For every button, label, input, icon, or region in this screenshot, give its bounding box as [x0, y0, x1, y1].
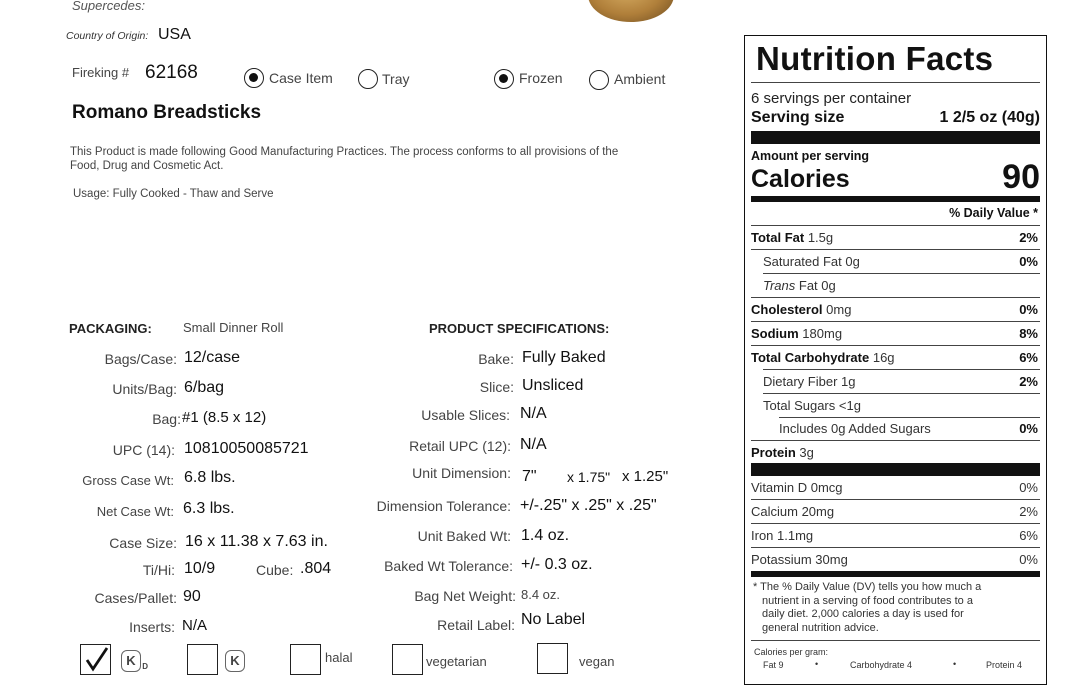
- gross-case-weight-value: 6.8 lbs.: [184, 469, 236, 486]
- bag-net-weight-value: 8.4 oz.: [521, 587, 561, 602]
- cholesterol-row: [751, 302, 1040, 317]
- thick-divider: [751, 463, 1040, 476]
- vegan-label: vegan: [579, 654, 615, 669]
- saturated-fat-amount: 0g: [845, 254, 860, 269]
- calories-label: Calories: [751, 165, 850, 193]
- unit-dimension-height: x 1.25": [622, 468, 669, 485]
- net-case-weight-value: 6.3 lbs.: [183, 500, 235, 517]
- packaging-subtitle: Small Dinner Roll: [183, 320, 284, 335]
- retail-upc-value: N/A: [520, 436, 547, 453]
- country-value: USA: [158, 26, 191, 43]
- packaging-title: PACKAGING:: [69, 321, 152, 336]
- serving-size-value: 1 2/5 oz (40g): [939, 109, 1040, 126]
- protein-name: Protein: [751, 445, 796, 460]
- check-icon: [81, 645, 111, 675]
- bullet-separator: •: [815, 659, 819, 669]
- kosher-dairy-mark: K: [126, 653, 136, 668]
- baked-weight-tolerance-label: Baked Wt Tolerance:: [384, 558, 513, 574]
- thick-divider: [751, 131, 1040, 144]
- ambient-label: Ambient: [614, 71, 666, 87]
- saturated-fat-dv: 0%: [1019, 254, 1038, 269]
- cholesterol-name: Cholesterol: [751, 302, 823, 317]
- retail-label-label: Retail Label:: [437, 617, 515, 633]
- divider: [751, 523, 1040, 524]
- divider: [751, 345, 1040, 346]
- slice-label: Slice:: [479, 379, 514, 395]
- bags-per-case-label: Bags/Case:: [104, 351, 177, 367]
- trans-fat-amount: Fat 0g: [798, 278, 836, 293]
- saturated-fat-name: Saturated Fat: [763, 254, 842, 269]
- kosher-dairy-sub: D: [142, 662, 148, 671]
- iron-dv: 6%: [1019, 528, 1038, 543]
- fat-per-gram: Fat 9: [763, 660, 784, 670]
- dietary-fiber-row: [763, 374, 1040, 389]
- supercedes-label: Supercedes:: [72, 0, 145, 13]
- nutrition-facts-panel: [744, 35, 1047, 685]
- vegetarian-label: vegetarian: [426, 654, 487, 669]
- potassium-name: Potassium 30mg: [751, 552, 848, 567]
- added-sugars-dv: 0%: [1019, 421, 1038, 436]
- protein-row: [751, 445, 1040, 460]
- total-fat-dv: 2%: [1019, 230, 1038, 245]
- divider: [779, 417, 1040, 418]
- trans-fat-name: Trans: [763, 278, 796, 293]
- case-item-radio[interactable]: [244, 68, 264, 88]
- bake-label: Bake:: [478, 351, 514, 367]
- fireking-number: 62168: [145, 62, 198, 83]
- footnote-line: general nutrition advice.: [762, 621, 879, 634]
- country-label: Country of Origin:: [66, 30, 149, 42]
- gross-case-weight-label: Gross Case Wt:: [82, 473, 174, 488]
- footnote-line: * The % Daily Value (DV) tells you how much a: [753, 581, 982, 593]
- medium-divider: [751, 571, 1040, 577]
- calcium-row: [751, 504, 1040, 519]
- tray-label: Tray: [382, 71, 410, 87]
- upc14-label: UPC (14):: [112, 442, 175, 458]
- added-sugars-name: Includes 0g Added Sugars: [779, 421, 931, 436]
- bullet-separator: •: [953, 659, 957, 669]
- total-carbohydrate-amount: 16g: [872, 350, 895, 365]
- inserts-label: Inserts:: [129, 619, 175, 635]
- usable-slices-label: Usable Slices:: [421, 407, 510, 423]
- total-fat-name: Total Fat: [751, 230, 805, 245]
- dietary-fiber-amount: 1g: [841, 374, 856, 389]
- saturated-fat-row: [763, 254, 1040, 269]
- total-fat-row: [751, 230, 1040, 245]
- calcium-dv: 2%: [1019, 504, 1038, 519]
- vitamin-d-row: [751, 480, 1040, 495]
- retail-upc-label: Retail UPC (12):: [409, 438, 511, 454]
- total-carbohydrate-dv: 6%: [1019, 350, 1038, 365]
- potassium-dv: 0%: [1019, 552, 1038, 567]
- divider: [751, 82, 1040, 83]
- divider: [763, 273, 1040, 274]
- cholesterol-amount: 0mg: [826, 302, 852, 317]
- ti-hi-value: 10/9: [184, 560, 216, 577]
- unit-dimension-value: 7": [522, 468, 537, 485]
- case-size-label: Case Size:: [109, 535, 177, 551]
- amount-per-serving: Amount per serving: [751, 149, 870, 163]
- divider: [751, 321, 1040, 322]
- units-per-bag-value: 6/bag: [184, 379, 225, 396]
- bag-size-value: #1 (8.5 x 12): [182, 409, 267, 426]
- calories-per-gram-label: Calories per gram:: [754, 647, 829, 657]
- footnote-line: nutrient in a serving of food contributes to a: [762, 594, 973, 607]
- carbohydrate-per-gram: Carbohydrate 4: [850, 660, 913, 670]
- compliance-text-line-2: Food, Drug and Cosmetic Act.: [70, 160, 224, 172]
- frozen-radio[interactable]: [494, 69, 514, 89]
- dimension-tolerance-value: +/-.25" x .25" x .25": [520, 497, 657, 514]
- serving-size-label: Serving size: [751, 109, 845, 126]
- divider: [751, 297, 1040, 298]
- divider: [751, 249, 1040, 250]
- footnote-line: daily diet. 2,000 calories a day is used for: [762, 608, 964, 620]
- cases-per-pallet-label: Cases/Pallet:: [94, 590, 177, 606]
- tray-radio[interactable]: [358, 69, 378, 89]
- potassium-row: [751, 552, 1040, 567]
- specs-title: PRODUCT SPECIFICATIONS:: [429, 321, 610, 336]
- protein-per-gram: Protein 4: [986, 660, 1023, 670]
- dietary-fiber-dv: 2%: [1019, 374, 1038, 389]
- unit-baked-weight-label: Unit Baked Wt:: [417, 528, 511, 544]
- product-photo: [588, 0, 674, 22]
- cholesterol-dv: 0%: [1019, 302, 1038, 317]
- usage-text: Usage: Fully Cooked - Thaw and Serve: [73, 188, 274, 200]
- divider: [763, 393, 1040, 394]
- bag-size-label: Bag:: [152, 411, 181, 427]
- added-sugars-row: [779, 421, 1040, 436]
- fireking-label: Fireking #: [72, 65, 130, 80]
- protein-amount: 3g: [799, 445, 814, 460]
- divider: [751, 225, 1040, 226]
- usable-slices-value: N/A: [520, 405, 547, 422]
- vitamin-d-name: Vitamin D 0mcg: [751, 480, 843, 495]
- servings-per-container: 6 servings per container: [751, 90, 912, 107]
- divider: [751, 547, 1040, 548]
- vegan-checkbox[interactable]: [537, 643, 568, 674]
- halal-checkbox[interactable]: [290, 644, 321, 675]
- product-name: Romano Breadsticks: [72, 102, 262, 123]
- case-item-label: Case Item: [269, 70, 333, 86]
- frozen-label: Frozen: [519, 70, 563, 86]
- sodium-row: [751, 326, 1040, 341]
- divider: [751, 440, 1040, 441]
- bag-net-weight-label: Bag Net Weight:: [414, 588, 516, 604]
- ti-hi-label: Ti/Hi:: [142, 562, 175, 578]
- cube-label: Cube:: [256, 562, 294, 578]
- unit-baked-weight-value: 1.4 oz.: [521, 527, 570, 544]
- cube-value: .804: [300, 560, 332, 577]
- kosher-icon: [225, 650, 245, 672]
- vegetarian-checkbox[interactable]: [392, 644, 423, 675]
- case-size-value: 16 x 11.38 x 7.63 in.: [185, 533, 328, 550]
- sodium-dv: 8%: [1019, 326, 1038, 341]
- kosher-mark: K: [230, 653, 240, 668]
- sodium-name: Sodium: [751, 326, 799, 341]
- halal-label: halal: [325, 650, 353, 665]
- units-per-bag-label: Units/Bag:: [112, 381, 177, 397]
- kosher-dairy-checkbox[interactable]: [80, 644, 111, 675]
- daily-value-header: % Daily Value *: [949, 206, 1038, 220]
- total-carbohydrate-row: [751, 350, 1040, 365]
- sodium-amount: 180mg: [802, 326, 843, 341]
- trans-fat-row: [763, 278, 1040, 293]
- retail-label-value: No Label: [521, 611, 586, 628]
- total-sugars-amount: <1g: [838, 398, 861, 413]
- kosher-checkbox[interactable]: [187, 644, 218, 675]
- iron-name: Iron 1.1mg: [751, 528, 814, 543]
- divider: [751, 499, 1040, 500]
- total-fat-amount: 1.5g: [807, 230, 834, 245]
- inserts-value: N/A: [182, 617, 208, 634]
- vitamin-d-dv: 0%: [1019, 480, 1038, 495]
- dimension-tolerance-label: Dimension Tolerance:: [376, 498, 511, 514]
- kosher-dairy-icon: [121, 650, 148, 672]
- divider: [763, 369, 1040, 370]
- divider: [751, 640, 1040, 641]
- total-carbohydrate-name: Total Carbohydrate: [751, 350, 870, 365]
- nutrition-title: Nutrition Facts: [756, 40, 994, 77]
- bake-value: Fully Baked: [522, 349, 606, 366]
- calories-value: 90: [1002, 158, 1040, 196]
- calcium-name: Calcium 20mg: [751, 504, 835, 519]
- total-sugars-row: [763, 398, 1040, 413]
- daily-value-footnote: [753, 581, 981, 635]
- compliance-text-line-1: This Product is made following Good Manufacturing Practices. The process conforms to all provisions of the: [70, 146, 619, 158]
- unit-dimension-label: Unit Dimension:: [412, 465, 511, 481]
- ambient-radio[interactable]: [589, 70, 609, 90]
- total-sugars-name: Total Sugars: [763, 398, 836, 413]
- bags-per-case-value: 12/case: [184, 349, 241, 366]
- medium-divider: [751, 196, 1040, 202]
- upc14-value: 10810050085721: [184, 440, 309, 457]
- unit-dimension-width: x 1.75": [567, 469, 611, 485]
- dietary-fiber-name: Dietary Fiber: [763, 374, 838, 389]
- baked-weight-tolerance-value: +/- 0.3 oz.: [521, 556, 593, 573]
- slice-value: Unsliced: [522, 377, 584, 394]
- cases-per-pallet-value: 90: [183, 588, 201, 605]
- iron-row: [751, 528, 1040, 543]
- net-case-weight-label: Net Case Wt:: [96, 504, 174, 519]
